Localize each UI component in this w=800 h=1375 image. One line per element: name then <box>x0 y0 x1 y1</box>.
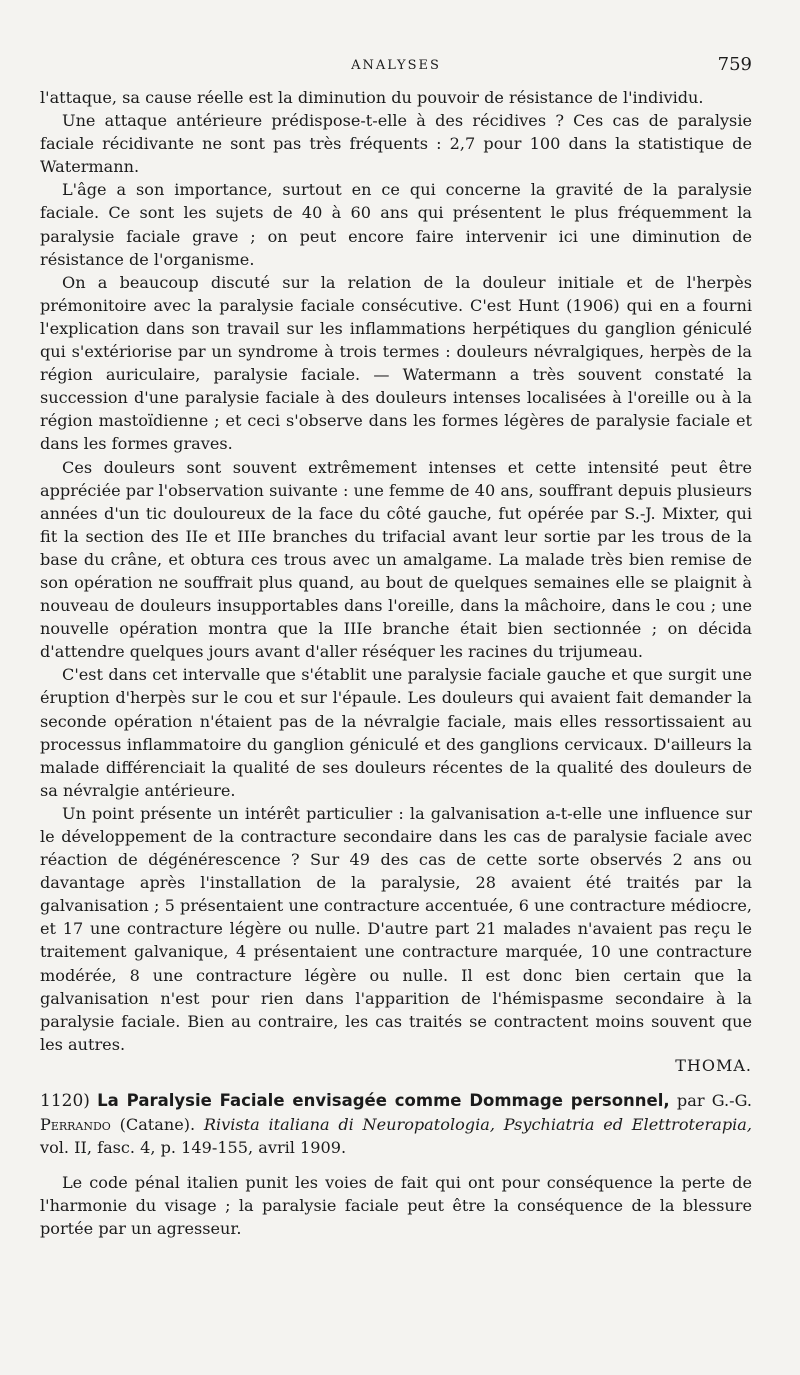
bibliographic-entry <box>40 1089 752 1159</box>
entry-title: La Paralysie Faciale envisagée comme Dommage personnel, <box>97 1090 670 1110</box>
entry-by: par <box>676 1090 705 1110</box>
document-page <box>40 52 752 1241</box>
paragraph: Un point présente un intérêt particulier : la galvanisation a-t-elle une influence sur le développement de la contracture secondaire dans les cas de paralysie faciale avec réaction de dégénérescence ? Sur 49 des cas de cette sorte observés 2 ans ou davantage après l'installation de la paralysie, 28 avaient été traités par la galvanisation ; 5 présentaient une contracture accentuée, 6 une contracture médiocre, et 17 une contracture légère ou nulle. D'autre part 21 malades n'avaient pas reçu le traitement galvanique, 4 présentaient une contracture marquée, 10 une contracture modérée, 8 une contracture légère ou nulle. Il est donc bien certain que la galvanisation n'est pour rien dans l'apparition de l'hémispasme secondaire à la paralysie faciale. Bien au contraire, les cas traités se contractent moins souvent que les autres. <box>40 803 752 1054</box>
entry-author: G.-G. Perrando <box>40 1090 752 1135</box>
entry-number: 1120) <box>40 1090 90 1111</box>
paragraph: l'attaque, sa cause réelle est la diminution du pouvoir de résistance de l'individu. <box>40 88 704 107</box>
paragraph: Le code pénal italien punit les voies de fait qui ont pour conséquence la perte de l'harmonie du visage ; la paralysie faciale peut être la conséquence de la blessure portée par un agresseur. <box>40 1173 752 1239</box>
paragraph: L'âge a son importance, surtout en ce qui concerne la gravité de la paralysie faciale. Ce sont les sujets de 40 à 60 ans qui présentent le plus fréquemment la paralysie faciale grave ; on peut encore faire intervenir ici une diminution de résistance de l'organisme. <box>40 180 752 269</box>
paragraph: C'est dans cet intervalle que s'établit une paralysie faciale gauche et que surgit une éruption d'herpès sur le cou et sur l'épaule. Les douleurs qui avaient fait demander la seconde opération n'étaient pas de la névralgie faciale, mais elles ressortissaient au processus inflammatoire du ganglion géniculé et des ganglions cervicaux. D'ailleurs la malade différenciait la qualité de ses douleurs récentes de la qualité des douleurs de sa névralgie antérieure. <box>40 665 752 800</box>
paragraph: Ces douleurs sont souvent extrêmement intenses et cette intensité peut être appréciée par l'observation suivante : une femme de 40 ans, souffrant depuis plusieurs années d'un tic douloureux de la face du côté gauche, fut opérée par S.-J. Mixter, qui fit la section des IIe et IIIe branches du trifacial avant leur sortie par les trous de la base du crâne, et obtura ces trous avec un amalgame. La malade très bien remise de son opération ne souffrait plus quand, au bout de quelques semaines elle se plaignit à nouveau de douleurs insupportables dans l'oreille, dans la mâchoire, dans le cou ; une nouvelle opération montra que la IIIe branche était bien sectionnée ; on décida d'attendre quelques jours avant d'aller réséquer les racines du trijumeau. <box>40 457 752 662</box>
paragraph: On a beaucoup discuté sur la relation de la douleur initiale et de l'herpès prémonitoire avec la paralysie faciale consécutive. C'est Hunt (1906) qui en a fourni l'explication dans son travail sur les inflammations herpétiques du ganglion géniculé qui s'extériorise par un syndrome à trois termes : douleurs névralgiques, herpès de la région auriculaire, paralysie faciale. — Watermann a très souvent constaté la succession d'une paralysie faciale à des douleurs intenses localisées à l'oreille ou à la région mastoïdienne ; et ceci s'observe dans les formes légères de paralysie faciale et dans les formes graves. <box>40 272 752 454</box>
running-header <box>40 52 752 86</box>
entry-journal: Rivista italiana di Neuropatologia, Psychiatria ed Elettroterapia, <box>203 1115 752 1135</box>
entry-details: vol. II, fasc. 4, p. 149-155, avril 1909. <box>40 1138 347 1158</box>
page-number: 759 <box>717 54 752 75</box>
review-signature-line <box>40 1056 752 1075</box>
reviewer-signature: THOMA. <box>675 1055 752 1075</box>
entry-location: (Catane). <box>119 1115 196 1135</box>
paragraph: Une attaque antérieure prédispose-t-elle à des récidives ? Ces cas de paralysie faciale récidivante ne sont pas très fréquents : 2,7 pour 100 dans la statistique de Watermann. <box>40 111 752 177</box>
running-title: ANALYSES <box>351 58 441 73</box>
